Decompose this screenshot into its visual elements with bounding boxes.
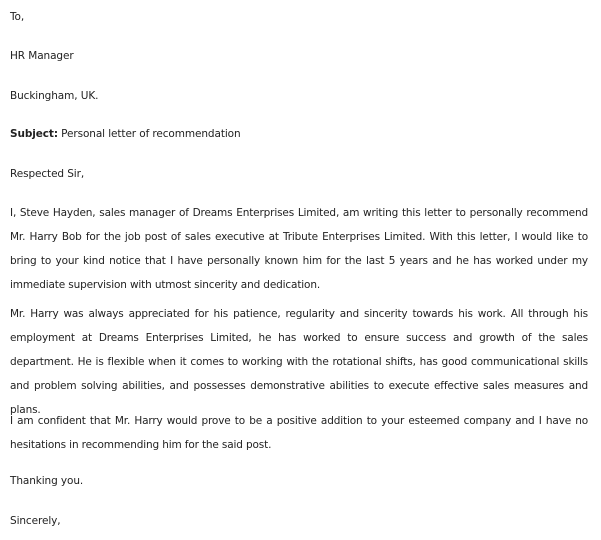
subject-line (10, 126, 241, 142)
recipient-location: Buckingham, UK. (10, 90, 99, 102)
body-paragraph-2: Mr. Harry was always appreciated for his patience, regularity and sincerity towards his work. All through his employment at Dreams Enterprises Limited, he has worked to ensure success and growth of the sales department. He is flexible when it comes to working with the rotational shifts, has good communicational skills and problem solving abilities, and possesses demonstrative abilities to execute effective sales measures and plans. (10, 308, 588, 416)
sign-off: Sincerely, (10, 515, 61, 527)
recipient-title: HR Manager (10, 50, 74, 62)
subject-text: Personal letter of recommendation (57, 128, 241, 140)
salutation: Respected Sir, (10, 168, 85, 180)
closing-thanks: Thanking you. (10, 475, 84, 487)
body-paragraph-1: I, Steve Hayden, sales manager of Dreams Enterprises Limited, am writing this letter to personally recommend Mr. Harry Bob for the job post of sales executive at Tribute Enterprises Limited. With this letter, I would like to bring to your kind notice that I have personally known him for the last 5 years and he has worked under my immediate supervision with utmost sincerity and dedication. (10, 207, 588, 291)
body-paragraph-3: I am confident that Mr. Harry would prove to be a positive addition to your esteemed company and I have no hesitations in recommending him for the said post. (10, 415, 588, 451)
subject-label: Subject: (10, 128, 58, 140)
address-to: To, (10, 11, 25, 23)
